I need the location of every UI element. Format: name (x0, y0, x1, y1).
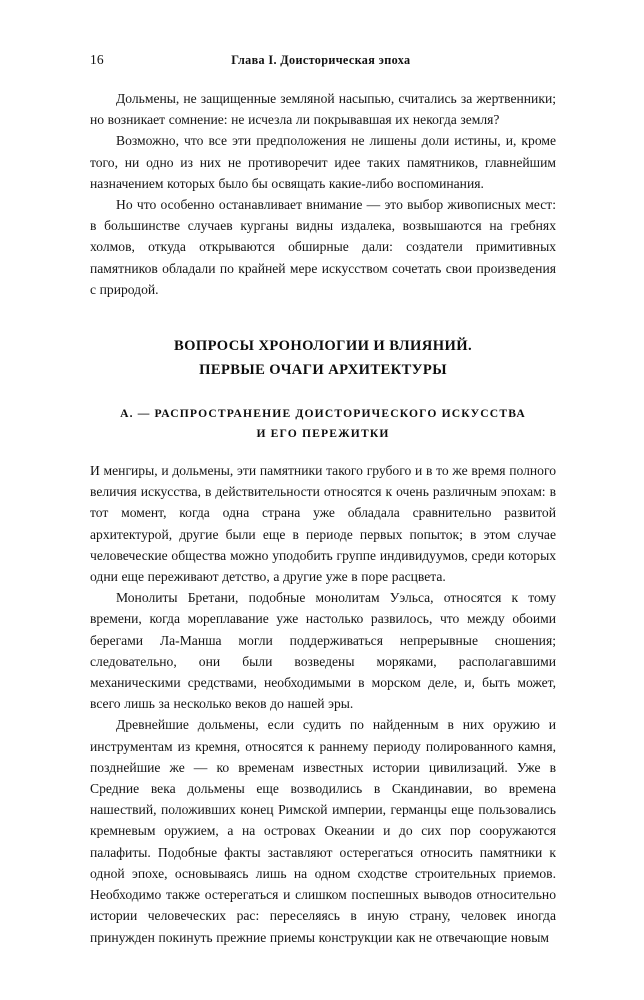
running-head (90, 52, 556, 68)
paragraph-2: Возможно, что все эти предположения не лишены доли истины, и, кроме того, ни одно из них не противоречит идее таких памятников, главнейшим назначением которых было бы освящать какие-либо воспоминания. (90, 133, 556, 191)
section-heading (90, 300, 556, 382)
chapter-running-title: Глава I. Доисторическая эпоха (231, 53, 411, 67)
subsection-heading (90, 382, 556, 443)
page-number: 16 (90, 52, 104, 67)
paragraph-4: И менгиры, и дольмены, эти памятники такого грубого и в то же время полного величия искусства, в действительности относятся к очень различным эпохам: в тот момент, когда одна страна уже обладала сравнительно развитой архитектурой, другие были еще в периоде первых попыток; в этом случае человеческие общества можно уподобить группе индивидуумов, среди которых одни еще переживают детство, а другие уже в поре расцвета. (90, 463, 556, 585)
subsection-heading-line-2: И ЕГО ПЕРЕЖИТКИ (256, 426, 390, 440)
paragraph-6: Древнейшие дольмены, если судить по найденным в них оружию и инструментам из кремня, относятся к раннему периоду полированного камня, позднейшие же — ко временам известных истории цивилизаций. Уже в Средние века дольмены еще возводились в Скандинавии, во времена нашествий, положивших конец Римской империи, германцы еще пользовались кремневым оружием, а на островах Океании и до сих пор сооружаются палафиты. Подобные факты заставляют остерегаться относить памятники к одной эпохе, основываясь лишь на одном сходстве строительных приемов. Необходимо также остерегаться и слишком поспешных выводов относительно истории человеческих рас: переселяясь в иную страну, человек иногда принужден покинуть прежние приемы конструкции как не отвечающие новым (90, 717, 556, 945)
section-heading-line-1: ВОПРОСЫ ХРОНОЛОГИИ И ВЛИЯНИЙ. (173, 338, 473, 355)
text-column (90, 88, 556, 948)
section-heading-line-2: ПЕРВЫЕ ОЧАГИ АРХИТЕКТУРЫ (199, 362, 447, 379)
paragraph-3: Но что особенно останавливает внимание — это выбор живописных мест: в большинстве случаев курганы видны издалека, возвышаются на гребнях холмов, откуда открываются обширные дали: создатели примитивных памятников обладали по крайней мере искусством сочетать свои произведения с природой. (90, 197, 556, 297)
paragraph-5: Монолиты Бретани, подобные монолитам Уэльса, относятся к тому времени, когда мореплавание уже настолько развилось, что между обоими берегами Ла-Манша могли поддерживаться непрерывные сношения; следовательно, они были возведены моряками, располагавшими механическими средствами, необходимыми в морском деле, и, быть может, всего лишь за несколько веков до нашей эры. (90, 590, 556, 712)
paragraph-1: Дольмены, не защищенные земляной насыпью, считались за жертвенники; но возникает сомнение: не исчезла ли покрывавшая их некогда земля? (90, 91, 556, 128)
subsection-heading-line-1: A. — РАСПРОСТРАНЕНИЕ ДОИСТОРИЧЕСКОГО ИСКУССТВА (120, 407, 526, 421)
